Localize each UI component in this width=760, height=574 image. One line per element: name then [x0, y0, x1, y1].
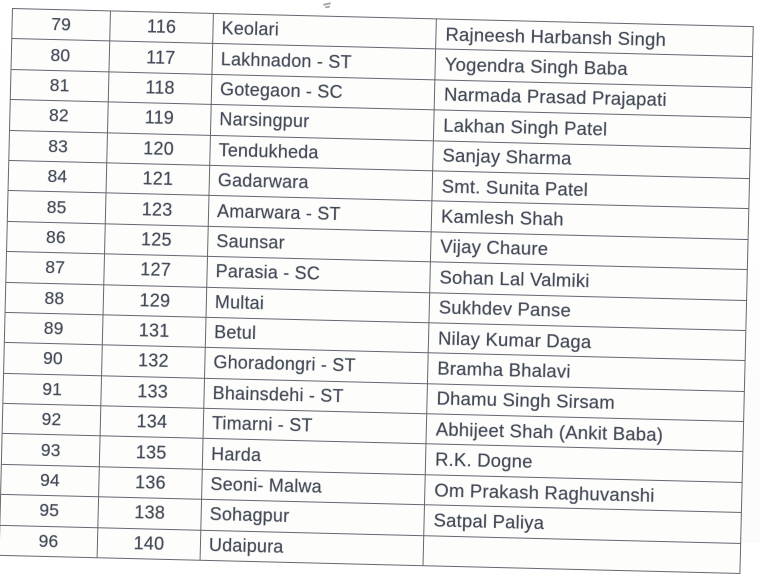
serial-number-cell: 81 [11, 70, 110, 102]
serial-number-cell: 89 [5, 313, 104, 345]
serial-number-cell: 93 [2, 434, 101, 466]
candidate-name-cell: Om Prakash Raghuvanshi [434, 479, 655, 506]
constituency-name-cell: Lakhnadon - ST [212, 44, 436, 79]
constituency-number-cell: 123 [106, 194, 210, 226]
candidate-name-cell: Dhamu Singh Sirsam [436, 387, 616, 414]
constituency-number-cell: 134 [101, 406, 205, 438]
constituency-number-cell: 135 [100, 437, 204, 469]
constituency-number-cell: 116 [110, 11, 214, 43]
constituency-name-cell: Multai [207, 287, 431, 322]
constituency-number-cell: 125 [105, 224, 209, 256]
constituency-number-cell: 129 [104, 285, 208, 317]
serial-number-cell: 86 [7, 222, 106, 254]
constituency-name-cell: Gadarwara [209, 166, 433, 201]
constituency-name-cell: Timarni - ST [204, 409, 428, 444]
serial-number-cell: 84 [9, 161, 108, 193]
candidate-name-cell: Kamlesh Shah [440, 205, 564, 230]
serial-number-cell: 88 [6, 282, 105, 314]
candidate-name-cell: Bramha Bhalavi [437, 357, 571, 382]
constituency-name-cell: Betul [206, 318, 430, 353]
constituency-name-cell: Seoni- Malwa [202, 470, 426, 505]
constituency-number-cell: 133 [101, 376, 205, 408]
serial-number-cell: 96 [0, 526, 98, 558]
candidate-name-cell: Sanjay Sharma [442, 144, 572, 169]
constituency-number-cell: 131 [103, 315, 207, 347]
constituency-name-cell: Gotegaon - SC [212, 75, 436, 110]
candidate-name-cell: Smt. Sunita Patel [441, 175, 589, 200]
candidate-name-cell: Sukhdev Panse [438, 296, 572, 321]
constituency-name-cell: Keolari [213, 14, 437, 49]
constituency-name-cell: Amarwara - ST [209, 196, 433, 231]
serial-number-cell: 80 [12, 39, 111, 71]
serial-number-cell: 85 [8, 191, 107, 223]
constituency-name-cell: Harda [203, 439, 427, 474]
constituency-candidate-table [0, 8, 754, 574]
constituency-name-cell: Udaipura [201, 530, 425, 565]
constituency-name-cell: Saunsar [208, 227, 432, 262]
serial-number-cell: 92 [3, 404, 102, 436]
candidate-name-cell: Sohan Lal Valmiki [439, 266, 590, 292]
serial-number-cell: 82 [10, 100, 109, 132]
scan-squiggle-artifact [323, 3, 333, 8]
serial-number-cell: 95 [0, 495, 99, 527]
serial-number-cell: 87 [6, 252, 105, 284]
constituency-name-cell: Bhainsdehi - ST [204, 379, 428, 414]
constituency-number-cell: 117 [109, 42, 213, 74]
serial-number-cell: 91 [3, 374, 102, 406]
constituency-number-cell: 132 [102, 346, 206, 378]
serial-number-cell: 90 [4, 343, 103, 375]
candidate-name-cell: Vijay Chaure [440, 235, 549, 260]
serial-number-cell: 83 [9, 131, 108, 163]
constituency-number-cell: 119 [108, 103, 212, 135]
constituency-name-cell: Narsingpur [211, 105, 435, 140]
constituency-number-cell: 118 [109, 72, 213, 104]
candidate-name-cell: Abhijeet Shah (Ankit Baba) [435, 418, 664, 445]
serial-number-cell: 94 [1, 465, 100, 497]
constituency-number-cell: 120 [107, 133, 211, 165]
constituency-number-cell: 138 [98, 498, 202, 530]
constituency-number-cell: 136 [99, 467, 203, 499]
candidate-name-cell: Rajneesh Harbansh Singh [445, 23, 667, 50]
candidate-name-cell: Narmada Prasad Prajapati [443, 84, 668, 111]
constituency-name-cell: Ghoradongri - ST [205, 348, 429, 383]
constituency-name-cell: Sohagpur [201, 500, 425, 535]
constituency-name-cell: Tendukheda [210, 135, 434, 170]
candidate-name-cell: Lakhan Singh Patel [443, 114, 608, 140]
constituency-number-cell: 121 [107, 163, 211, 195]
constituency-number-cell: 127 [104, 254, 208, 286]
serial-number-cell: 79 [12, 9, 111, 41]
constituency-name-cell: Parasia - SC [207, 257, 431, 292]
candidate-name-cell: Nilay Kumar Daga [437, 327, 592, 352]
candidate-name-cell: Yogendra Singh Baba [444, 53, 629, 80]
constituency-number-cell: 140 [98, 528, 202, 560]
candidate-name-cell: R.K. Dogne [434, 448, 533, 473]
candidate-name-cell: Satpal Paliya [433, 509, 545, 534]
